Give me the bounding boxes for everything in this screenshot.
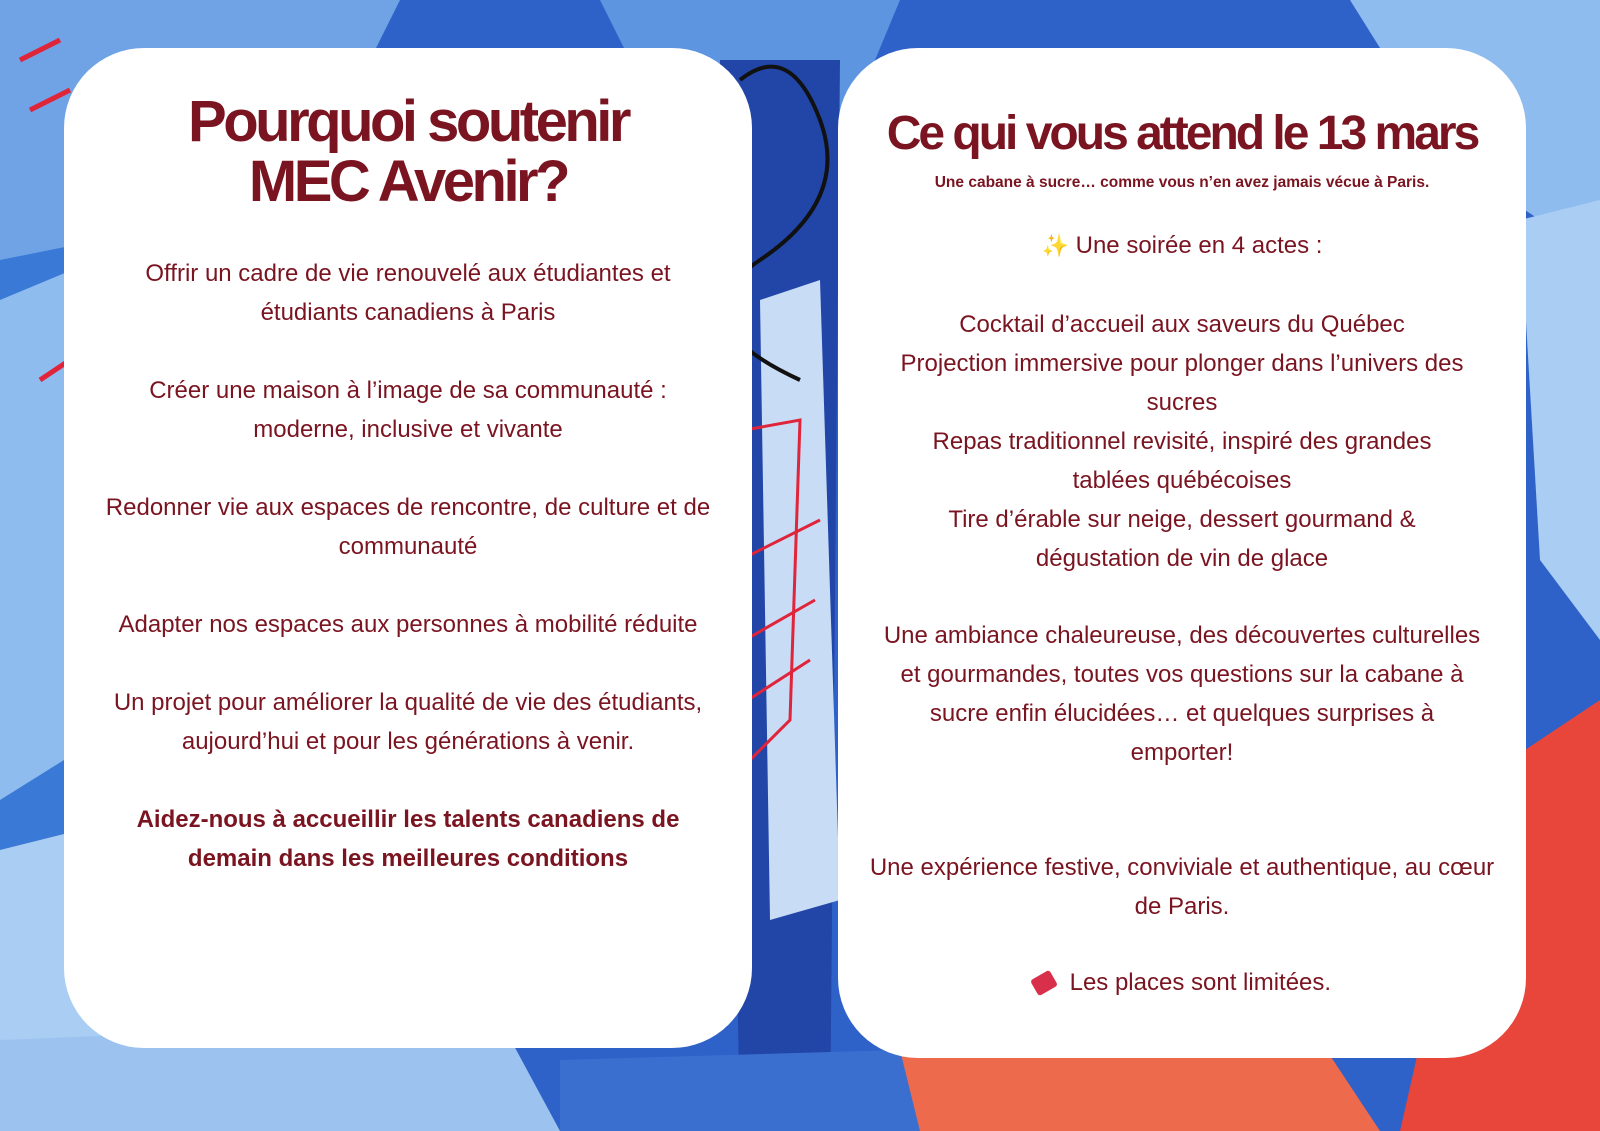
- experience-paragraph: Une expérience festive, conviviale et authentique, au cœur de Paris.: [869, 854, 1495, 920]
- why-support-title: [104, 89, 712, 214]
- why-support-title-line1: Pourquoi soutenir: [188, 89, 628, 154]
- act-item: Tire d’érable sur neige, dessert gourmand & dégustation de vin de glace: [948, 506, 1416, 572]
- reason-paragraph: Un projet pour améliorer la qualité de vie des étudiants, aujourd’hui et pour les générations à venir.: [113, 689, 703, 755]
- reason-paragraph: Adapter nos espaces aux personnes à mobilité réduite: [118, 611, 698, 638]
- event-title: Ce qui vous attend le 13 mars: [886, 107, 1478, 160]
- acts-heading: [858, 226, 1506, 265]
- act-item: Repas traditionnel revisité, inspiré des grandes tablées québécoises: [932, 428, 1432, 494]
- ticket-icon: [1030, 970, 1058, 997]
- event-card: [838, 48, 1526, 1058]
- event-subtitle: Une cabane à sucre… comme vous n’en avez jamais vécue à Paris.: [934, 174, 1430, 191]
- reason-paragraph: Offrir un cadre de vie renouvelé aux étudiantes et étudiants canadiens à Paris: [145, 260, 671, 326]
- why-support-title-line2: MEC Avenir?: [248, 149, 568, 214]
- sparkles-icon: ✨: [1041, 233, 1069, 258]
- acts-list: [858, 305, 1506, 578]
- call-to-action: Aidez-nous à accueillir les talents canadiens de demain dans les meilleures conditions: [136, 806, 680, 872]
- act-item: Projection immersive pour plonger dans l’univers des sucres: [900, 350, 1464, 416]
- ambiance-paragraph: Une ambiance chaleureuse, des découvertes culturelles et gourmandes, toutes vos questions sur la cabane à sucre enfin élucidées… et quelques surprises à emporter!: [883, 622, 1481, 766]
- limited-seats-text: Les places sont limitées.: [1069, 969, 1332, 996]
- reason-paragraph: Créer une maison à l’image de sa communauté : moderne, inclusive et vivante: [149, 377, 667, 443]
- limited-seats: [858, 963, 1506, 1002]
- act-item: Cocktail d’accueil aux saveurs du Québec: [959, 311, 1405, 338]
- acts-heading-text: Une soirée en 4 actes :: [1075, 232, 1323, 259]
- why-support-card: [64, 48, 752, 1048]
- reason-paragraph: Redonner vie aux espaces de rencontre, de culture et de communauté: [105, 494, 711, 560]
